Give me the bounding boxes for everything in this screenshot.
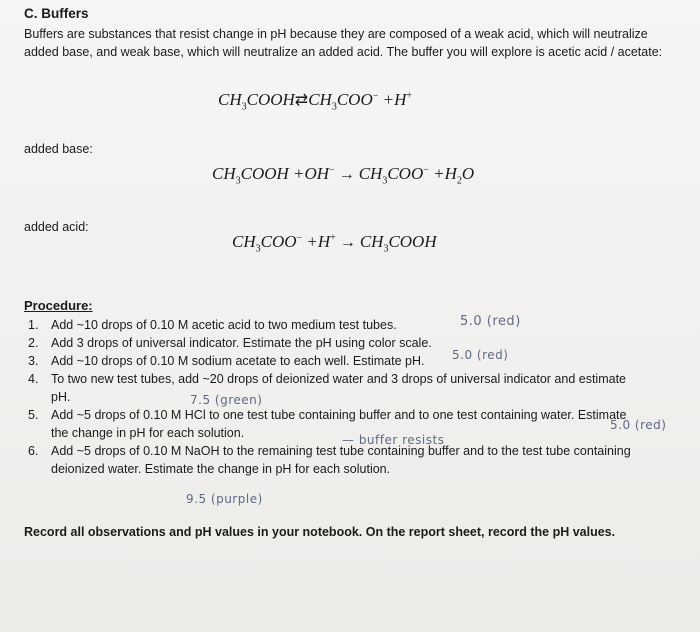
handwritten-ph-base-water: 9.5 (purple)	[186, 492, 263, 506]
equation-added-acid: $CH_3COO^- +H^+$ → $CH_3COOH$	[232, 232, 437, 255]
procedure-step-4: 4. To two new test tubes, add ~20 drops of deionized water and 3 drops of universal indicator and estimate pH.	[28, 372, 626, 404]
intro-paragraph: Buffers are substances that resist change in pH because they are composed of a weak acid, which will neutralize added base, and weak base, which will neutralize an added acid. The buffer you will explore is acetic acid / acetate:	[24, 27, 663, 59]
procedure-step-6: 6. Add ~5 drops of 0.10 M NaOH to the remaining test tube containing buffer and to the test tube containing deionized water. Estimate the change in pH for each solution.	[28, 444, 631, 476]
procedure-step-5: 5. Add ~5 drops of 0.10 M HCl to one test tube containing buffer and to one test containing water. Estimate the change in pH for each solution.	[28, 408, 627, 440]
equation-added-base: $CH_3COOH +OH^- \to CH_3COO^- +H_2O$	[212, 164, 475, 187]
procedure-step-3: 3. Add ~10 drops of 0.10 M sodium acetate to each well. Estimate pH.	[28, 354, 425, 368]
procedure-step-2: 2. Add 3 drops of universal indicator. Estimate the pH using color scale.	[28, 336, 432, 350]
label-added-acid: added acid:	[24, 220, 89, 234]
handwritten-buffer-resists: — buffer resists	[342, 433, 445, 447]
handwritten-ph-step2: 5.0 (red)	[460, 314, 521, 329]
handwritten-ph-acid-water: 5.0 (red)	[610, 418, 667, 432]
equation-equilibrium: $CH_3COOH⇄CH_3COO^- +H^+$	[218, 90, 413, 113]
label-added-base: added base:	[24, 142, 93, 156]
handwritten-ph-water: 7.5 (green)	[190, 393, 263, 407]
footer-instruction: Record all observations and pH values in your notebook. On the report sheet, record the pH values.	[24, 525, 616, 539]
procedure-steps	[24, 316, 667, 478]
handwritten-ph-step3: 5.0 (red)	[452, 348, 509, 362]
procedure-step-1: 1. Add ~10 drops of 0.10 M acetic acid to two medium test tubes.	[28, 318, 397, 332]
section-heading: C. Buffers	[24, 6, 89, 21]
procedure-title: Procedure:	[24, 298, 93, 313]
